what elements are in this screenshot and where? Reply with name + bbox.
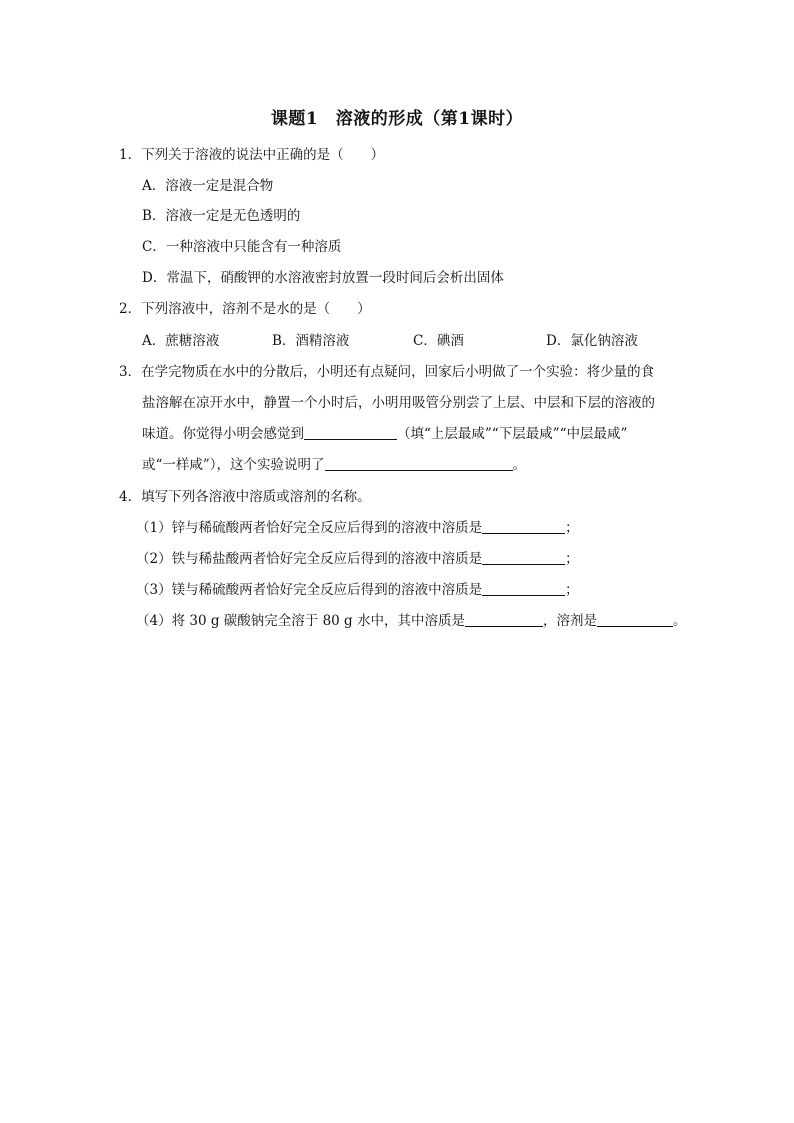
question-4-item-4-end: 。 [672, 613, 687, 629]
question-4-item-2-end: ； [565, 551, 579, 567]
question-1-stem: 1．下列关于溶液的说法中正确的是（ ） [119, 147, 385, 163]
question-2-option-a: A．蔗糖溶液 [142, 333, 220, 349]
answer-blank-4-4a[interactable] [465, 612, 543, 627]
question-4-item-1-end: ； [565, 520, 579, 536]
question-3-line-4-text: 或“一样咸”），这个实验说明了 [142, 457, 325, 473]
question-4-item-2-text: （2）铁与稀盐酸两者恰好完全反应后得到的溶液中溶质是 [136, 551, 483, 567]
answer-blank-4-3[interactable] [482, 581, 565, 596]
answer-blank-4-1[interactable] [482, 519, 565, 534]
question-3-line-2: 盐溶解在凉开水中，静置一个小时后，小明用吸管分别尝了上层、中层和下层的溶液的 [142, 395, 655, 411]
question-4-item-1-text: （1）锌与稀硫酸两者恰好完全反应后得到的溶液中溶质是 [136, 520, 483, 536]
question-1-option-d: D．常温下，硝酸钾的水溶液密封放置一段时间后会析出固体 [142, 270, 504, 286]
question-1-option-a: A．溶液一定是混合物 [142, 178, 274, 194]
page-title: 课题1 溶液的形成（第1课时） [270, 109, 524, 129]
question-4-item-3 [136, 580, 579, 600]
answer-blank-3b[interactable] [325, 456, 513, 471]
question-4-item-3-end: ； [565, 582, 579, 598]
question-4-item-2 [136, 549, 579, 569]
question-3-line-4 [142, 455, 526, 475]
question-3-line-3-text: 味道。你觉得小明会感觉到 [142, 426, 304, 442]
question-4-item-3-text: （3）镁与稀硫酸两者恰好完全反应后得到的溶液中溶质是 [136, 582, 483, 598]
question-3-line-1: 3．在学完物质在水中的分散后，小明还有点疑问，回家后小明做了一个实验：将少量的食 [119, 364, 655, 380]
question-3-line-3-hint: （填“上层最咸”“下层最咸”“中层最咸” [397, 426, 628, 442]
question-4-item-4 [136, 611, 686, 631]
question-2-option-c: C．碘酒 [413, 333, 464, 349]
question-2-option-d: D．氯化钠溶液 [546, 333, 638, 349]
question-2-stem: 2．下列溶液中，溶剂不是水的是（ ） [119, 301, 371, 317]
question-3-line-4-end: 。 [512, 457, 527, 473]
question-1-option-b: B．溶液一定是无色透明的 [142, 208, 301, 224]
question-4-item-4-mid: ，溶剂是 [542, 613, 597, 629]
answer-blank-4-2[interactable] [482, 550, 565, 565]
question-1-option-c: C．一种溶液中只能含有一种溶质 [142, 239, 342, 255]
question-2-option-b: B．酒精溶液 [272, 333, 350, 349]
question-4-item-1 [136, 518, 579, 538]
question-4-item-4-text: （4）将 30 g 碳酸钠完全溶于 80 g 水中，其中溶质是 [136, 613, 465, 629]
question-4-stem: 4．填写下列各溶液中溶质或溶剂的名称。 [119, 489, 371, 505]
answer-blank-4-4b[interactable] [597, 612, 673, 627]
answer-blank-3a[interactable] [304, 425, 397, 440]
question-3-line-3 [142, 424, 627, 444]
